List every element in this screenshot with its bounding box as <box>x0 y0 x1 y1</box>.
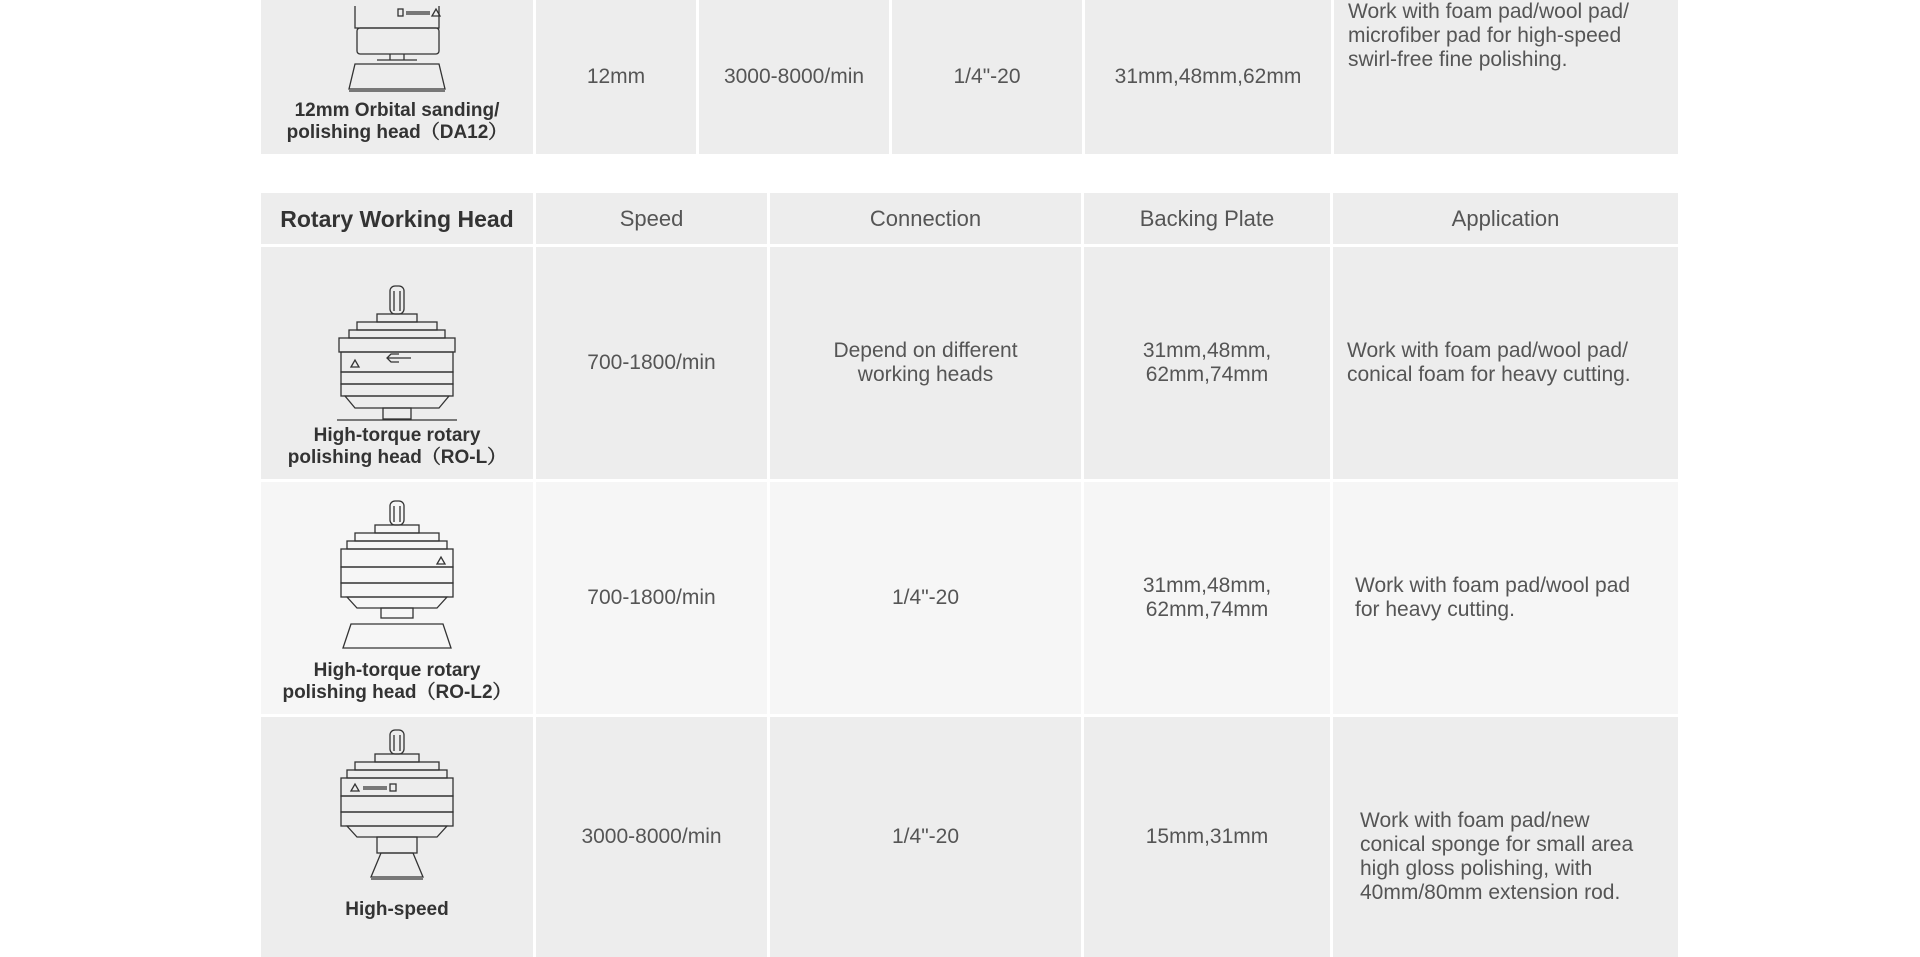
head-cell <box>261 717 533 957</box>
connection-cell: 1/4"-20 <box>770 717 1081 957</box>
head-caption: 12mm Orbital sanding/ polishing head（DA12） <box>286 100 508 143</box>
connection-cell: 1/4"-20 <box>892 0 1082 154</box>
application-cell: Work with foam pad/wool pad/ microfiber pad for high-speed swirl-free fine polishing. <box>1334 0 1678 154</box>
application-cell: Work with foam pad/wool pad for heavy cutting. <box>1333 482 1678 714</box>
table-row <box>261 482 1678 714</box>
table-row <box>261 717 1678 957</box>
head-caption: High-torque rotary polishing head（RO-L2） <box>282 660 512 703</box>
da12-head-illustration <box>317 6 477 98</box>
orbit-cell: 12mm <box>536 0 696 154</box>
head-caption: High-torque rotary polishing head（RO-L） <box>287 425 507 468</box>
high-speed-head-illustration <box>327 727 467 897</box>
table-row <box>261 247 1678 479</box>
table-header-row <box>261 193 1678 244</box>
col-header-connection: Connection <box>770 193 1081 244</box>
speed-cell: 3000-8000/min <box>699 0 889 154</box>
ro-l-head-illustration <box>327 283 467 423</box>
col-header-application: Application <box>1333 193 1678 244</box>
backing-plate-cell: 31mm,48mm, 62mm,74mm <box>1084 247 1330 479</box>
head-caption: High-speed <box>345 899 449 920</box>
connection-cell: Depend on different working heads <box>770 247 1081 479</box>
table-row <box>261 0 1678 154</box>
application-cell: Work with foam pad/new conical sponge for small area high gloss polishing, with 40mm/80mm extension rod. <box>1333 717 1678 957</box>
col-header-backing-plate: Backing Plate <box>1084 193 1330 244</box>
connection-cell: 1/4"-20 <box>770 482 1081 714</box>
speed-cell: 3000-8000/min <box>536 717 767 957</box>
ro-l2-head-illustration <box>327 498 467 658</box>
col-header-speed: Speed <box>536 193 767 244</box>
application-cell: Work with foam pad/wool pad/ conical foam for heavy cutting. <box>1333 247 1678 479</box>
head-cell <box>261 482 533 714</box>
speed-cell: 700-1800/min <box>536 247 767 479</box>
backing-plate-cell: 15mm,31mm <box>1084 717 1330 957</box>
orbital-head-table <box>261 0 1678 154</box>
speed-cell: 700-1800/min <box>536 482 767 714</box>
backing-plate-cell: 31mm,48mm,62mm <box>1085 0 1331 154</box>
rotary-head-table <box>261 193 1678 957</box>
head-cell <box>261 247 533 479</box>
col-header-head: Rotary Working Head <box>261 193 533 244</box>
backing-plate-cell: 31mm,48mm, 62mm,74mm <box>1084 482 1330 714</box>
head-cell <box>261 0 533 154</box>
